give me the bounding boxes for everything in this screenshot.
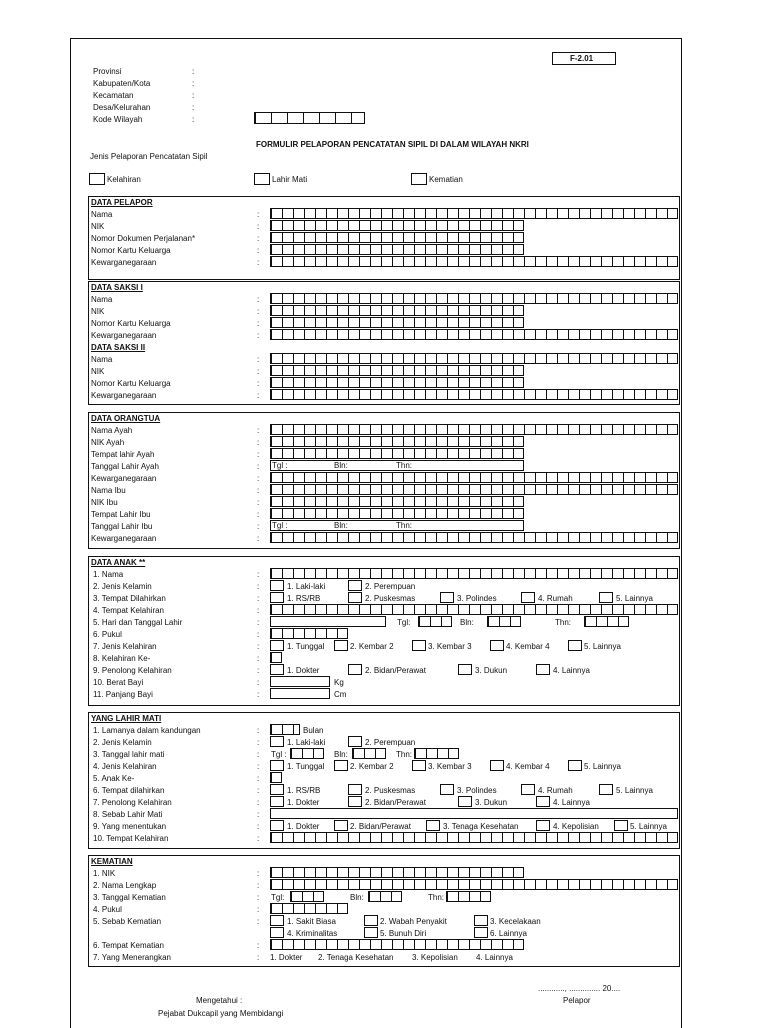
pukul-cells[interactable] (270, 903, 348, 914)
colon: : (257, 666, 260, 675)
opt-dokter: 1. Dokter (287, 798, 320, 807)
checkbox-m-nakes[interactable] (426, 820, 440, 831)
nik-ayah-cells[interactable] (270, 436, 524, 447)
opt-lainnya: 4. Lainnya (553, 666, 590, 675)
tgl-label: Tgl: (397, 618, 411, 627)
thn-label: Thn: (555, 618, 572, 627)
colon: : (257, 570, 260, 579)
sebab-lahir-mati-field[interactable] (270, 808, 678, 819)
tempat-kematian-cells[interactable] (270, 939, 524, 950)
colon: : (257, 678, 260, 687)
section-title-kematian: KEMATIAN (91, 857, 133, 866)
label-km-3: 3. Tanggal Kematian (93, 893, 166, 902)
label-kk: Nomor Kartu Keluarga (91, 246, 171, 255)
colon: : (257, 426, 260, 435)
colon: : (257, 630, 260, 639)
label-nama-ibu: Nama Ibu (91, 486, 126, 495)
thn-label: Thn: (396, 521, 413, 530)
opt-bidan: 2. Bidan/Perawat (365, 666, 426, 675)
colon: : (257, 738, 260, 747)
thn-cells[interactable] (446, 891, 491, 902)
label-tempat-ibu: Tempat Lahir Ibu (91, 510, 151, 519)
opt-puskesmas: 2. Puskesmas (365, 786, 416, 795)
opt-bidan: 2. Bidan/Perawat (365, 798, 426, 807)
label-lahir-mati: Lahir Mati (272, 175, 308, 184)
section-title-pelapor: DATA PELAPOR (91, 198, 153, 207)
opt-lainnya: 4. Lainnya (553, 798, 590, 807)
form-code: F-2.01 (570, 54, 594, 63)
opt-perempuan: 2. Perempuan (365, 738, 416, 747)
anak-ke-cells[interactable] (270, 772, 282, 783)
warga-cells[interactable] (270, 256, 678, 267)
checkbox-puskesmas[interactable] (348, 592, 362, 603)
warga-cells[interactable] (270, 329, 678, 340)
opt-r-nakes: 2. Tenaga Kesehatan (318, 953, 394, 962)
opt-puskesmas: 2. Puskesmas (365, 594, 416, 603)
label-nama-ayah: Nama Ayah (91, 426, 133, 435)
opt-rs: 1. RS/RB (287, 786, 321, 795)
tempat-kelahiran-cells[interactable] (270, 832, 678, 843)
opt-kembar2: 2. Kembar 2 (350, 642, 394, 651)
colon: : (257, 319, 260, 328)
colon: : (257, 367, 260, 376)
mengetahui-label: Mengetahui : (196, 996, 243, 1005)
checkbox-m-dokter[interactable] (270, 820, 284, 831)
bln-cells[interactable] (487, 616, 521, 627)
colon: : (257, 450, 260, 459)
bln-cells[interactable] (352, 748, 386, 759)
pukul-cells[interactable] (270, 628, 348, 639)
pelapor-label: Pelapor (563, 996, 591, 1005)
checkbox-rs[interactable] (270, 592, 284, 603)
label-anak-2: 2. Jenis Kelamin (93, 582, 152, 591)
opt-r-polisi: 3. Kepolisian (412, 953, 458, 962)
section-title-anak: DATA ANAK ** (91, 558, 146, 567)
unit-cm: Cm (334, 690, 347, 699)
colon: : (257, 810, 260, 819)
label-warga: Kewarganegaraan (91, 258, 157, 267)
opt-m-polisi: 4. Kepolisian (553, 822, 599, 831)
section-title-orangtua: DATA ORANGTUA (91, 414, 161, 423)
colon: : (257, 774, 260, 783)
opt-lainnya: 5. Lainnya (584, 762, 621, 771)
bln-label: Bln: (460, 618, 474, 627)
nama-lengkap-cells[interactable] (270, 879, 678, 890)
checkbox-sakit[interactable] (270, 915, 284, 926)
unit-bulan: Bulan (303, 726, 324, 735)
label-anak-8: 8. Kelahiran Ke- (93, 654, 151, 663)
checkbox-lainnya[interactable] (599, 784, 613, 795)
thn-label: Thn: (396, 461, 413, 470)
opt-lainnya: 6. Lainnya (490, 929, 527, 938)
colon: : (257, 258, 260, 267)
colon: : (257, 869, 260, 878)
colon: : (257, 234, 260, 243)
label-kode: Kode Wilayah (93, 115, 143, 124)
checkbox-bunuh[interactable] (364, 927, 378, 938)
colon: : (257, 582, 260, 591)
checkbox-dukun[interactable] (458, 664, 472, 675)
colon: : (257, 391, 260, 400)
opt-m-lain: 5. Lainnya (630, 822, 667, 831)
label-nik-ibu: NIK Ibu (91, 498, 118, 507)
label-anak-10: 10. Berat Bayi (93, 678, 144, 687)
label-anak-9: 9. Penolong Kelahiran (93, 666, 172, 675)
checkbox-lainnya[interactable] (568, 640, 582, 651)
colon: : (257, 881, 260, 890)
opt-m-bidan: 2. Bidan/Perawat (350, 822, 411, 831)
checkbox-laki[interactable] (270, 580, 284, 591)
bln-label: Bln: (334, 521, 348, 530)
colon: : (192, 91, 195, 100)
colon: : (257, 522, 260, 531)
colon: : (257, 917, 260, 926)
warga-cells[interactable] (270, 389, 678, 400)
colon: : (257, 210, 260, 219)
kelahiran-ke-cells[interactable] (270, 652, 282, 663)
tempat-ibu-cells[interactable] (270, 508, 524, 519)
opt-perempuan: 2. Perempuan (365, 582, 416, 591)
checkbox-kembar2[interactable] (334, 640, 348, 651)
opt-kembar3: 3. Kembar 3 (428, 642, 472, 651)
label-lm-6: 6. Tempat dilahirkan (93, 786, 165, 795)
label-lm-8: 8. Sebab Lahir Mati (93, 810, 163, 819)
label-km-1: 1. NIK (93, 869, 116, 878)
section-title-saksi2: DATA SAKSI II (91, 343, 146, 352)
label-lm-2: 2. Jenis Kelamin (93, 738, 152, 747)
colon: : (257, 510, 260, 519)
dokumen-cells[interactable] (270, 232, 524, 243)
tgl-label: Tgl: (271, 893, 285, 902)
opt-dukun: 3. Dukun (475, 798, 508, 807)
label-anak-1: 1. Nama (93, 570, 124, 579)
colon: : (257, 798, 260, 807)
checkbox-kecelakaan[interactable] (474, 915, 488, 926)
opt-rumah: 4. Rumah (538, 594, 573, 603)
label-lm-10: 10. Tempat Kelahiran (93, 834, 169, 843)
opt-polindes: 3. Polindes (457, 786, 497, 795)
label-tempat-ayah: Tempat lahir Ayah (91, 450, 155, 459)
colon: : (257, 953, 260, 962)
checkbox-rs[interactable] (270, 784, 284, 795)
label-tgl-ayah: Tanggal Lahir Ayah (91, 462, 159, 471)
nama-ayah-cells[interactable] (270, 424, 678, 435)
colon: : (257, 642, 260, 651)
label-kecamatan: Kecamatan (93, 91, 134, 100)
checkbox-kembar4[interactable] (490, 760, 504, 771)
nama-cells[interactable] (270, 353, 678, 364)
colon: : (192, 115, 195, 124)
opt-kembar4: 4. Kembar 4 (506, 642, 550, 651)
opt-kembar3: 3. Kembar 3 (428, 762, 472, 771)
nama-anak-cells[interactable] (270, 568, 678, 579)
checkbox-kembar3[interactable] (412, 760, 426, 771)
label-lm-4: 4. Jenis Kelahiran (93, 762, 157, 771)
label-lm-1: 1. Lamanya dalam kandungan (93, 726, 201, 735)
checkbox-lainnya[interactable] (536, 664, 550, 675)
label-anak-11: 11. Panjang Bayi (93, 690, 153, 699)
opt-laki: 1. Laki-laki (287, 738, 326, 747)
label-kematian: Kematian (429, 175, 463, 184)
bulan-cells[interactable] (270, 724, 300, 735)
colon: : (257, 295, 260, 304)
colon: : (257, 834, 260, 843)
nik-cells[interactable] (270, 867, 524, 878)
colon: : (257, 474, 260, 483)
checkbox-dokter[interactable] (270, 796, 284, 807)
opt-kecelakaan: 3. Kecelakaan (490, 917, 541, 926)
checkbox-tunggal[interactable] (270, 760, 284, 771)
label-nik: NIK (91, 307, 105, 316)
tgl-ibu-line[interactable] (270, 520, 524, 531)
opt-dukun: 3. Dukun (475, 666, 508, 675)
colon: : (192, 79, 195, 88)
opt-r-dokter: 1. Dokter (270, 953, 303, 962)
warga-cells[interactable] (270, 532, 678, 543)
label-nama: Nama (91, 295, 113, 304)
kk-cells[interactable] (270, 317, 524, 328)
thn-cells[interactable] (414, 748, 459, 759)
checkbox-kematian[interactable] (411, 173, 427, 185)
colon: : (192, 67, 195, 76)
tgl-label: Tgl : (272, 521, 288, 530)
label-kk: Nomor Kartu Keluarga (91, 379, 171, 388)
label-anak-5: 5. Hari dan Tanggal Lahir (93, 618, 183, 627)
checkbox-puskesmas[interactable] (348, 784, 362, 795)
bln-label: Bln: (334, 750, 348, 759)
checkbox-lainnya[interactable] (599, 592, 613, 603)
opt-sakit: 1. Sakit Biasa (287, 917, 336, 926)
label-anak-6: 6. Pukul (93, 630, 122, 639)
colon: : (257, 246, 260, 255)
opt-rs: 1. RS/RB (287, 594, 321, 603)
panjang-field[interactable] (270, 688, 330, 699)
colon: : (257, 786, 260, 795)
form-title: FORMULIR PELAPORAN PENCATATAN SIPIL DI DALAM WILAYAH NKRI (256, 140, 529, 149)
checkbox-bidan[interactable] (348, 664, 362, 675)
tempat-kelahiran-cells[interactable] (270, 604, 678, 615)
checkbox-wabah[interactable] (364, 915, 378, 926)
label-nik: NIK (91, 222, 105, 231)
opt-m-dokter: 1. Dokter (287, 822, 320, 831)
nama-cells[interactable] (270, 208, 678, 219)
opt-laki: 1. Laki-laki (287, 582, 326, 591)
colon: : (257, 822, 260, 831)
hari-field[interactable] (270, 616, 386, 627)
checkbox-kriminal[interactable] (270, 927, 284, 938)
colon: : (257, 307, 260, 316)
colon: : (257, 486, 260, 495)
label-warga: Kewarganegaraan (91, 474, 157, 483)
colon: : (257, 462, 260, 471)
label-km-2: 2. Nama Lengkap (93, 881, 157, 890)
checkbox-dukun[interactable] (458, 796, 472, 807)
label-kabupaten: Kabupaten/Kota (93, 79, 151, 88)
colon: : (257, 438, 260, 447)
pejabat-label: Pejabat Dukcapil yang Membidangi (158, 1009, 284, 1018)
label-kelahiran: Kelahiran (107, 175, 141, 184)
colon: : (257, 534, 260, 543)
nik-cells[interactable] (270, 365, 524, 376)
checkbox-kembar2[interactable] (334, 760, 348, 771)
colon: : (257, 355, 260, 364)
colon: : (257, 618, 260, 627)
label-lm-7: 7. Penolong Kelahiran (93, 798, 172, 807)
tgl-label: Tgl : (271, 750, 287, 759)
label-anak-4: 4. Tempat Kelahiran (93, 606, 165, 615)
label-warga: Kewarganegaraan (91, 391, 157, 400)
checkbox-kembar4[interactable] (490, 640, 504, 651)
label-desa: Desa/Kelurahan (93, 103, 151, 112)
checkbox-kelahiran[interactable] (89, 173, 105, 185)
colon: : (257, 594, 260, 603)
label-lm-5: 5. Anak Ke- (93, 774, 135, 783)
opt-r-lain: 4. Lainnya (476, 953, 513, 962)
checkbox-m-polisi[interactable] (536, 820, 550, 831)
colon: : (257, 750, 260, 759)
tgl-cells[interactable] (290, 891, 324, 902)
opt-polindes: 3. Polindes (457, 594, 497, 603)
label-tgl-ibu: Tanggal Lahir Ibu (91, 522, 153, 531)
checkbox-tunggal[interactable] (270, 640, 284, 651)
checkbox-lainnya[interactable] (536, 796, 550, 807)
label-lm-9: 9. Yang menentukan (93, 822, 167, 831)
thn-label: Thn: (396, 750, 413, 759)
warga-cells[interactable] (270, 472, 678, 483)
nama-cells[interactable] (270, 293, 678, 304)
kk-cells[interactable] (270, 244, 524, 255)
checkbox-perempuan[interactable] (348, 580, 362, 591)
label-km-7: 7. Yang Menerangkan (93, 953, 171, 962)
section-title-saksi1: DATA SAKSI I (91, 283, 143, 292)
label-anak-3: 3. Tempat Dilahirkan (93, 594, 166, 603)
checkbox-lahir-mati[interactable] (254, 173, 270, 185)
opt-kembar4: 4. Kembar 4 (506, 762, 550, 771)
tgl-cells[interactable] (290, 748, 324, 759)
opt-wabah: 2. Wabah Penyakit (380, 917, 447, 926)
tgl-label: Tgl : (272, 461, 288, 470)
opt-tunggal: 1. Tunggal (287, 642, 325, 651)
opt-kembar2: 2. Kembar 2 (350, 762, 394, 771)
nik-ibu-cells[interactable] (270, 496, 524, 507)
unit-kg: Kg (334, 678, 344, 687)
tgl-cells[interactable] (418, 616, 452, 627)
checkbox-bidan[interactable] (348, 796, 362, 807)
opt-m-nakes: 3. Tenaga Kesehatan (443, 822, 519, 831)
checkbox-polindes[interactable] (440, 592, 454, 603)
bln-cells[interactable] (368, 891, 402, 902)
colon: : (257, 726, 260, 735)
checkbox-lainnya[interactable] (474, 927, 488, 938)
label-nik: NIK (91, 367, 105, 376)
label-lm-3: 3. Tanggal lahir mati (93, 750, 165, 759)
colon: : (257, 654, 260, 663)
nik-cells[interactable] (270, 305, 524, 316)
label-km-4: 4. Pukul (93, 905, 122, 914)
label-nama: Nama (91, 355, 113, 364)
opt-dokter: 1. Dokter (287, 666, 320, 675)
colon: : (257, 331, 260, 340)
bln-label: Bln: (350, 893, 364, 902)
kode-wilayah-cells[interactable] (254, 112, 365, 124)
colon: : (257, 762, 260, 771)
thn-label: Thn: (428, 893, 445, 902)
checkbox-rumah[interactable] (521, 784, 535, 795)
colon: : (257, 893, 260, 902)
opt-lainnya: 5. Lainnya (584, 642, 621, 651)
section-title-lahir-mati: YANG LAHIR MATI (91, 714, 162, 723)
colon: : (257, 379, 260, 388)
opt-tunggal: 1. Tunggal (287, 762, 325, 771)
thn-cells[interactable] (584, 616, 629, 627)
checkbox-kembar3[interactable] (412, 640, 426, 651)
checkbox-laki[interactable] (270, 736, 284, 747)
label-anak-7: 7. Jenis Kelahiran (93, 642, 157, 651)
colon: : (257, 905, 260, 914)
bln-label: Bln: (334, 461, 348, 470)
colon: : (192, 103, 195, 112)
label-nik-ayah: NIK Ayah (91, 438, 125, 447)
tempat-ayah-cells[interactable] (270, 448, 524, 459)
opt-lainnya: 5. Lainnya (616, 594, 653, 603)
checkbox-dokter[interactable] (270, 664, 284, 675)
nik-cells[interactable] (270, 220, 524, 231)
opt-lainnya: 5. Lainnya (616, 786, 653, 795)
label-warga: Kewarganegaraan (91, 534, 157, 543)
colon: : (257, 941, 260, 950)
label-km-5: 5. Sebab Kematian (93, 917, 162, 926)
checkbox-m-bidan[interactable] (334, 820, 348, 831)
label-provinsi: Provinsi (93, 67, 122, 76)
label-warga: Kewarganegaraan (91, 331, 157, 340)
label-dokumen: Nomor Dokumen Perjalanan* (91, 234, 196, 243)
berat-field[interactable] (270, 676, 330, 687)
checkbox-m-lain[interactable] (614, 820, 628, 831)
label-kk: Nomor Kartu Keluarga (91, 319, 171, 328)
label-nama: Nama (91, 210, 113, 219)
checkbox-perempuan[interactable] (348, 736, 362, 747)
date-line: ............, .............. 20.... (538, 984, 621, 993)
checkbox-lainnya[interactable] (568, 760, 582, 771)
nama-ibu-cells[interactable] (270, 484, 678, 495)
colon: : (257, 690, 260, 699)
jenis-label: Jenis Pelaporan Pencatatan Sipil (90, 152, 208, 161)
kk-cells[interactable] (270, 377, 524, 388)
tgl-ayah-line[interactable] (270, 460, 524, 471)
opt-bunuh: 5. Bunuh Diri (380, 929, 427, 938)
label-km-6: 6. Tempat Kematian (93, 941, 165, 950)
colon: : (257, 606, 260, 615)
checkbox-polindes[interactable] (440, 784, 454, 795)
opt-rumah: 4. Rumah (538, 786, 573, 795)
checkbox-rumah[interactable] (521, 592, 535, 603)
colon: : (257, 222, 260, 231)
colon: : (257, 498, 260, 507)
opt-kriminal: 4. Kriminalitas (287, 929, 338, 938)
